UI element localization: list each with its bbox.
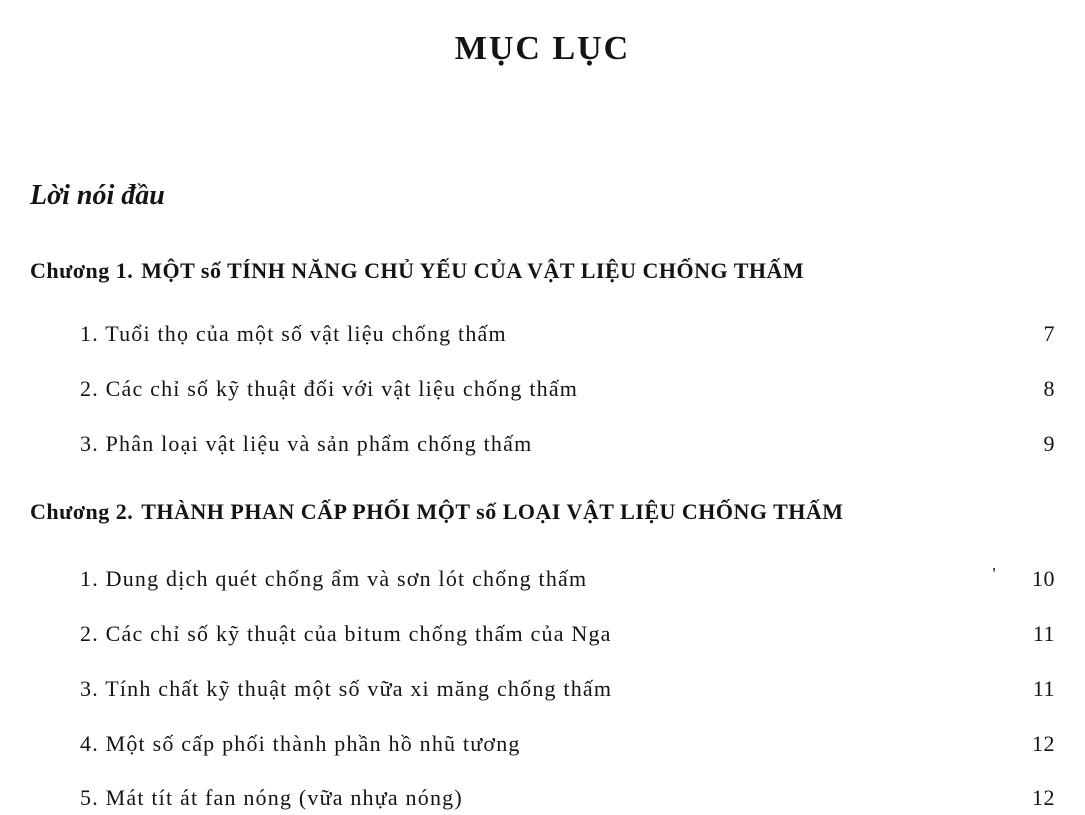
toc-entry-title: 4. Một số cấp phối thành phần hồ nhũ tương: [80, 731, 521, 756]
toc-entry-title: 2. Các chỉ số kỹ thuật đối với vật liệu chống thấm: [80, 376, 579, 401]
toc-entry-page: 8: [1043, 376, 1055, 401]
toc-entry: [80, 676, 1055, 706]
toc-entry-page: 7: [1043, 321, 1055, 346]
chapter-number: Chương 1.: [30, 258, 134, 283]
chapter-2-heading: [30, 499, 844, 525]
toc-entry-title: 1. Tuổi thọ của một số vật liệu chống thấm: [80, 321, 507, 346]
toc-entry: [80, 621, 1055, 651]
stray-mark: ': [992, 564, 997, 584]
preface-entry: Lời nói đầu: [30, 180, 165, 211]
toc-entry-page: 10: [1032, 566, 1055, 591]
toc-entry: [80, 785, 1055, 815]
toc-entry: [80, 431, 1055, 461]
toc-entry-page: 9: [1043, 431, 1055, 456]
toc-entry: [80, 731, 1055, 761]
chapter-title: THÀNH PHAN CẤP PHỐI MỘT số LOẠI VẬT LIỆU CHỐNG THẤM: [141, 499, 844, 524]
toc-entry-title: 3. Phân loại vật liệu và sản phẩm chống thấm: [80, 431, 533, 456]
page-title: MỤC LỤC: [454, 30, 631, 67]
toc-entry: [80, 321, 1055, 351]
toc-entry-page: 11: [1032, 676, 1055, 701]
toc-entry-title: 3. Tính chất kỹ thuật một số vữa xi măng chống thấm: [80, 676, 613, 701]
chapter-title: MỘT số TÍNH NĂNG CHỦ YẾU CỦA VẬT LIỆU CHỐNG THẤM: [141, 258, 805, 283]
toc-entry-title: 2. Các chỉ số kỹ thuật của bitum chống thấm của Nga: [80, 621, 612, 646]
chapter-number: Chương 2.: [30, 499, 134, 524]
toc-entry: [80, 376, 1055, 406]
toc-entry-title: 5. Mát tít át fan nóng (vữa nhựa nóng): [80, 785, 463, 810]
chapter-1-heading: [30, 258, 804, 284]
toc-entry-page: 12: [1032, 785, 1055, 810]
toc-entry: [80, 566, 1055, 596]
toc-entry-page: 11: [1032, 621, 1055, 646]
toc-entry-title: 1. Dung dịch quét chống ẩm và sơn lót chống thấm: [80, 566, 588, 591]
toc-entry-page: 12: [1032, 731, 1055, 756]
